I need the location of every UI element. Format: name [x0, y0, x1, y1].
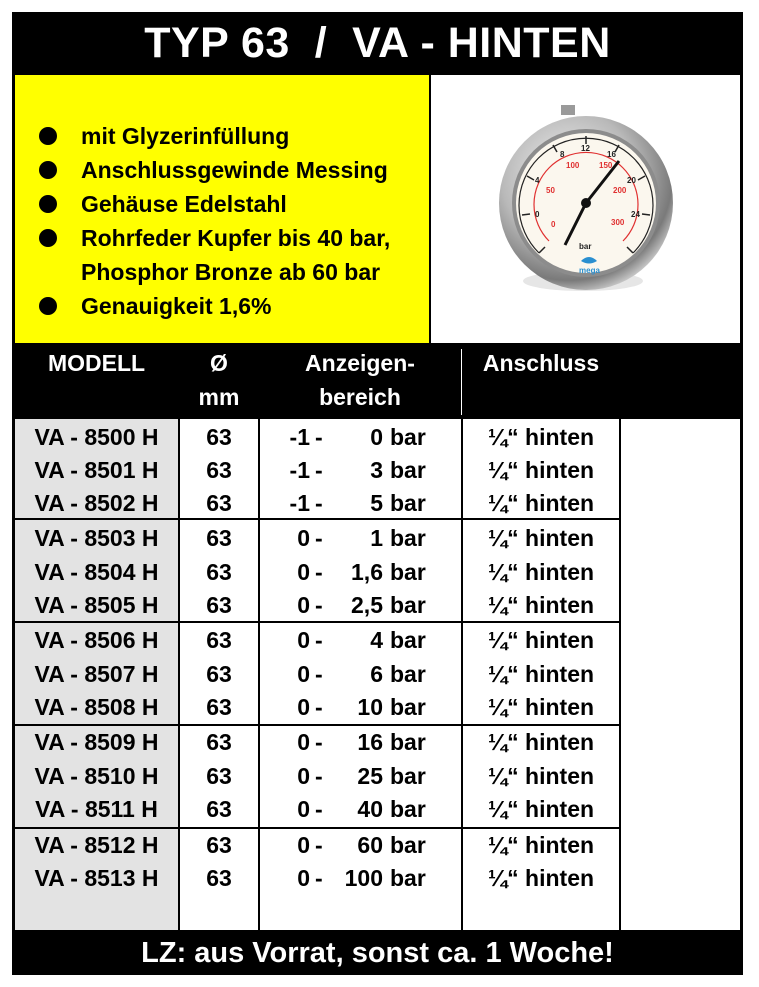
- cell-unit: bar: [390, 661, 426, 687]
- cell-to: 10: [357, 694, 383, 720]
- cell-dia: 63: [206, 796, 232, 822]
- cell-dia: 63: [206, 457, 232, 483]
- header-diameter-unit: mm: [198, 384, 240, 410]
- cell-dash: -: [315, 627, 323, 653]
- header-range: Anzeigen-: [305, 350, 415, 376]
- cell-to: 5: [370, 490, 383, 516]
- cell-model: VA - 8505 H: [34, 592, 159, 618]
- cell-conn: ¼“ hinten: [487, 729, 595, 755]
- cell-unit: bar: [390, 525, 426, 551]
- cell-model: VA - 8507 H: [34, 661, 159, 687]
- svg-text:50: 50: [546, 186, 555, 195]
- bullet-icon: [39, 127, 57, 145]
- cell-model: VA - 8506 H: [34, 627, 159, 653]
- table-row: [15, 760, 740, 793]
- cell-dia: 63: [206, 832, 232, 858]
- cell-model: VA - 8508 H: [34, 694, 159, 720]
- feature-item: [39, 187, 390, 221]
- svg-text:0: 0: [551, 220, 556, 229]
- cell-to: 40: [357, 796, 383, 822]
- cell-model: VA - 8503 H: [34, 525, 159, 551]
- header-divider: [461, 349, 462, 415]
- cell-dia: 63: [206, 490, 232, 516]
- cell-unit: bar: [390, 627, 426, 653]
- cell-conn: ¼“ hinten: [487, 661, 595, 687]
- table-body: [15, 419, 740, 930]
- cell-model: VA - 8504 H: [34, 559, 159, 585]
- cell-dia: 63: [206, 694, 232, 720]
- svg-text:12: 12: [581, 144, 590, 153]
- cell-conn: ¼“ hinten: [487, 525, 595, 551]
- cell-model: VA - 8501 H: [34, 457, 159, 483]
- cell-dash: -: [315, 832, 323, 858]
- feature-text: mit Glyzerinfüllung: [81, 123, 290, 149]
- table-row: [15, 589, 740, 622]
- cell-dia: 63: [206, 627, 232, 653]
- bullet-icon: [39, 195, 57, 213]
- svg-text:24: 24: [631, 210, 640, 219]
- table-row: [15, 522, 740, 555]
- cell-dash: -: [315, 694, 323, 720]
- cell-dash: -: [315, 525, 323, 551]
- feature-text: Gehäuse Edelstahl: [81, 191, 287, 217]
- cell-dia: 63: [206, 424, 232, 450]
- product-photo: [431, 75, 740, 343]
- feature-item: [39, 119, 390, 153]
- bullet-icon: [39, 229, 57, 247]
- cell-model: VA - 8511 H: [35, 796, 158, 822]
- cell-to: 6: [370, 661, 383, 687]
- feature-item: [39, 153, 390, 187]
- cell-to: 0: [370, 424, 383, 450]
- cell-conn: ¼“ hinten: [487, 559, 595, 585]
- cell-dash: -: [315, 490, 323, 516]
- svg-text:mega: mega: [579, 266, 600, 275]
- cell-from: 0: [297, 559, 310, 585]
- cell-dia: 63: [206, 559, 232, 585]
- table-row: [15, 691, 740, 724]
- feature-text: Genauigkeit 1,6%: [81, 293, 272, 319]
- svg-text:200: 200: [613, 186, 627, 195]
- table-row: [15, 421, 740, 454]
- cell-unit: bar: [390, 457, 426, 483]
- cell-conn: ¼“ hinten: [487, 694, 595, 720]
- cell-dash: -: [315, 559, 323, 585]
- cell-from: 0: [297, 796, 310, 822]
- feature-text: Anschlussgewinde Messing: [81, 157, 388, 183]
- cell-dia: 63: [206, 865, 232, 891]
- cell-from: 0: [297, 694, 310, 720]
- cell-from: -1: [289, 490, 310, 516]
- cell-from: 0: [297, 832, 310, 858]
- cell-from: 0: [297, 627, 310, 653]
- cell-model: VA - 8512 H: [34, 832, 159, 858]
- feature-box: [15, 75, 429, 343]
- cell-model: VA - 8502 H: [34, 490, 159, 516]
- cell-to: 1: [370, 525, 383, 551]
- cell-to: 100: [344, 865, 383, 891]
- cell-dia: 63: [206, 661, 232, 687]
- svg-text:300: 300: [611, 218, 625, 227]
- svg-text:8: 8: [560, 150, 565, 159]
- cell-unit: bar: [390, 490, 426, 516]
- cell-dash: -: [315, 661, 323, 687]
- cell-conn: ¼“ hinten: [487, 457, 595, 483]
- cell-conn: ¼“ hinten: [487, 763, 595, 789]
- cell-model: VA - 8500 H: [34, 424, 159, 450]
- cell-dash: -: [315, 729, 323, 755]
- cell-dash: -: [315, 424, 323, 450]
- cell-unit: bar: [390, 796, 426, 822]
- bullet-icon: [39, 161, 57, 179]
- cell-dia: 63: [206, 592, 232, 618]
- cell-conn: ¼“ hinten: [487, 424, 595, 450]
- cell-unit: bar: [390, 832, 426, 858]
- cell-unit: bar: [390, 424, 426, 450]
- cell-conn: ¼“ hinten: [487, 490, 595, 516]
- cell-from: 0: [297, 592, 310, 618]
- cell-to: 3: [370, 457, 383, 483]
- feature-item: [39, 289, 390, 323]
- cell-dia: 63: [206, 729, 232, 755]
- cell-dia: 63: [206, 525, 232, 551]
- cell-unit: bar: [390, 592, 426, 618]
- feature-list: [39, 119, 390, 323]
- cell-dash: -: [315, 796, 323, 822]
- cell-dash: -: [315, 763, 323, 789]
- pressure-gauge-icon: [431, 75, 740, 343]
- table-row: [15, 829, 740, 862]
- table-row: [15, 862, 740, 895]
- header-diameter: Ø: [210, 350, 228, 376]
- cell-conn: ¼“ hinten: [487, 832, 595, 858]
- table-row: [15, 793, 740, 826]
- cell-conn: ¼“ hinten: [487, 865, 595, 891]
- cell-model: VA - 8510 H: [34, 763, 159, 789]
- svg-text:20: 20: [627, 176, 636, 185]
- cell-conn: ¼“ hinten: [487, 796, 595, 822]
- cell-to: 4: [370, 627, 383, 653]
- cell-dash: -: [315, 592, 323, 618]
- table-row: [15, 658, 740, 691]
- cell-from: 0: [297, 661, 310, 687]
- cell-conn: ¼“ hinten: [487, 627, 595, 653]
- svg-text:100: 100: [566, 161, 580, 170]
- cell-dash: -: [315, 865, 323, 891]
- page-title: TYP 63 / VA - HINTEN: [144, 19, 611, 67]
- cell-to: 2,5: [351, 592, 383, 618]
- cell-to: 25: [357, 763, 383, 789]
- cell-unit: bar: [390, 865, 426, 891]
- table-header: [15, 345, 621, 417]
- cell-dash: -: [315, 457, 323, 483]
- cell-to: 16: [357, 729, 383, 755]
- cell-conn: ¼“ hinten: [487, 592, 595, 618]
- table-row: [15, 454, 740, 487]
- cell-model: VA - 8509 H: [34, 729, 159, 755]
- feature-item: [39, 255, 390, 289]
- feature-item: [39, 221, 390, 255]
- cell-unit: bar: [390, 694, 426, 720]
- cell-dia: 63: [206, 763, 232, 789]
- cell-unit: bar: [390, 763, 426, 789]
- cell-model: VA - 8513 H: [34, 865, 159, 891]
- svg-text:bar: bar: [579, 242, 592, 251]
- header-range-2: bereich: [319, 384, 401, 410]
- cell-from: 0: [297, 729, 310, 755]
- cell-from: 0: [297, 865, 310, 891]
- delivery-note: LZ: aus Vorrat, sonst ca. 1 Woche!: [141, 937, 614, 969]
- header-connection: Anschluss: [482, 350, 600, 376]
- svg-text:4: 4: [535, 176, 540, 185]
- header-model: MODELL: [47, 350, 146, 376]
- svg-text:0: 0: [535, 210, 540, 219]
- cell-from: -1: [289, 457, 310, 483]
- table-row: [15, 556, 740, 589]
- cell-to: 1,6: [351, 559, 383, 585]
- table-row: [15, 624, 740, 657]
- cell-unit: bar: [390, 559, 426, 585]
- svg-text:16: 16: [607, 150, 616, 159]
- feature-text: Rohrfeder Kupfer bis 40 bar,: [81, 225, 391, 251]
- cell-from: -1: [289, 424, 310, 450]
- bullet-icon: [39, 297, 57, 315]
- cell-unit: bar: [390, 729, 426, 755]
- svg-text:150: 150: [599, 161, 613, 170]
- table-row: [15, 487, 740, 520]
- table-row: [15, 726, 740, 759]
- cell-from: 0: [297, 525, 310, 551]
- feature-text: Phosphor Bronze ab 60 bar: [81, 259, 381, 285]
- cell-from: 0: [297, 763, 310, 789]
- cell-to: 60: [357, 832, 383, 858]
